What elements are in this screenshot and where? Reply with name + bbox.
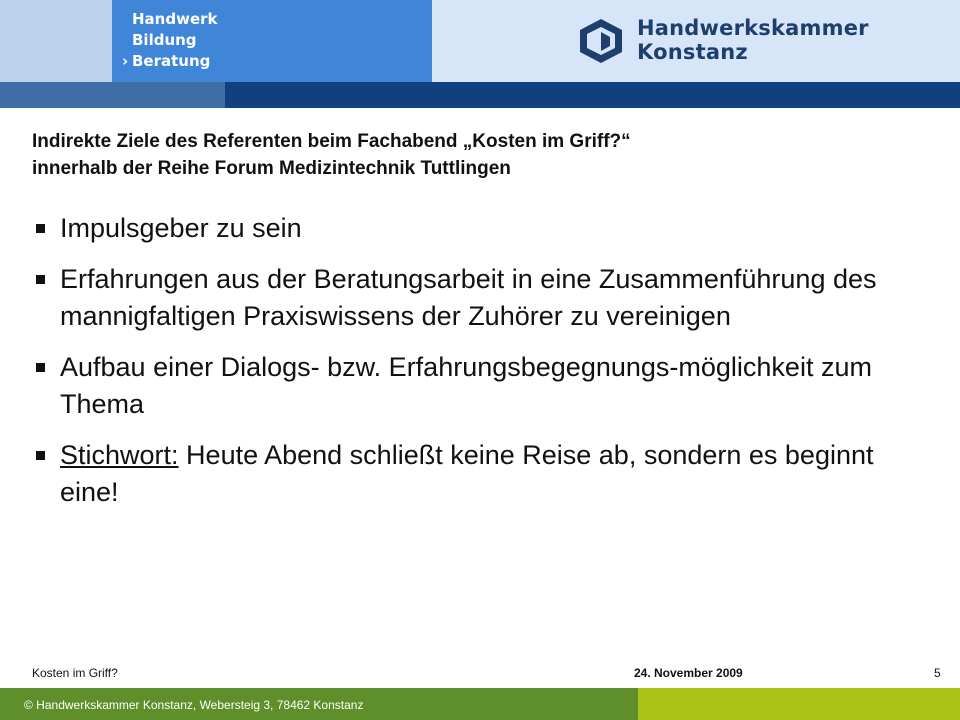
slide-title-line1: Indirekte Ziele des Referenten beim Fachabend „Kosten im Griff?“ xyxy=(32,131,631,152)
chevron-right-icon: › xyxy=(122,52,129,70)
bullet-item xyxy=(32,261,932,335)
bullet-text: Erfahrungen aus der Beratungsarbeit in eine Zusammenführung des mannigfaltigen Praxiswissens der Zuhörer zu vereinigen xyxy=(60,264,877,331)
bullet-item xyxy=(32,210,932,247)
bullet-text: Impulsgeber zu sein xyxy=(60,213,302,243)
square-bullet-icon xyxy=(36,224,45,233)
footer-topic: Kosten im Griff? xyxy=(32,666,118,680)
header-left-panel xyxy=(0,0,112,82)
nav-item-beratung[interactable] xyxy=(122,52,210,70)
header-stripe-dark xyxy=(225,82,960,108)
square-bullet-icon xyxy=(36,451,45,460)
nav-item-beratung-label: Beratung xyxy=(132,52,211,70)
bullet-text: Heute Abend schließt keine Reise ab, sondern es beginnt eine! xyxy=(60,440,874,507)
bullet-keyword: Stichwort: xyxy=(60,440,179,470)
nav-item-handwerk[interactable]: Handwerk xyxy=(132,10,218,28)
footer-copyright: © Handwerkskammer Konstanz, Webersteig 3, 78462 Konstanz xyxy=(24,698,364,712)
square-bullet-icon xyxy=(36,275,45,284)
slide-title xyxy=(32,128,912,182)
nav-item-bildung[interactable]: Bildung xyxy=(132,31,197,49)
page-number: 5 xyxy=(934,666,941,680)
bullet-text: Aufbau einer Dialogs- bzw. Erfahrungsbegegnungs-möglichkeit zum Thema xyxy=(60,352,872,419)
slide-title-line2: innerhalb der Reihe Forum Medizintechnik Tuttlingen xyxy=(32,158,511,179)
square-bullet-icon xyxy=(36,363,45,372)
footer-bar-lime xyxy=(638,688,960,720)
logo-text-line1: Handwerkskammer xyxy=(637,16,869,40)
footer-date: 24. November 2009 xyxy=(634,666,743,680)
hwk-logo-icon xyxy=(578,18,624,64)
bullet-item xyxy=(32,437,932,511)
header-stripe-light xyxy=(0,82,225,108)
bullet-list xyxy=(32,210,932,525)
logo-text-line2: Konstanz xyxy=(637,40,748,64)
bullet-item xyxy=(32,349,932,423)
